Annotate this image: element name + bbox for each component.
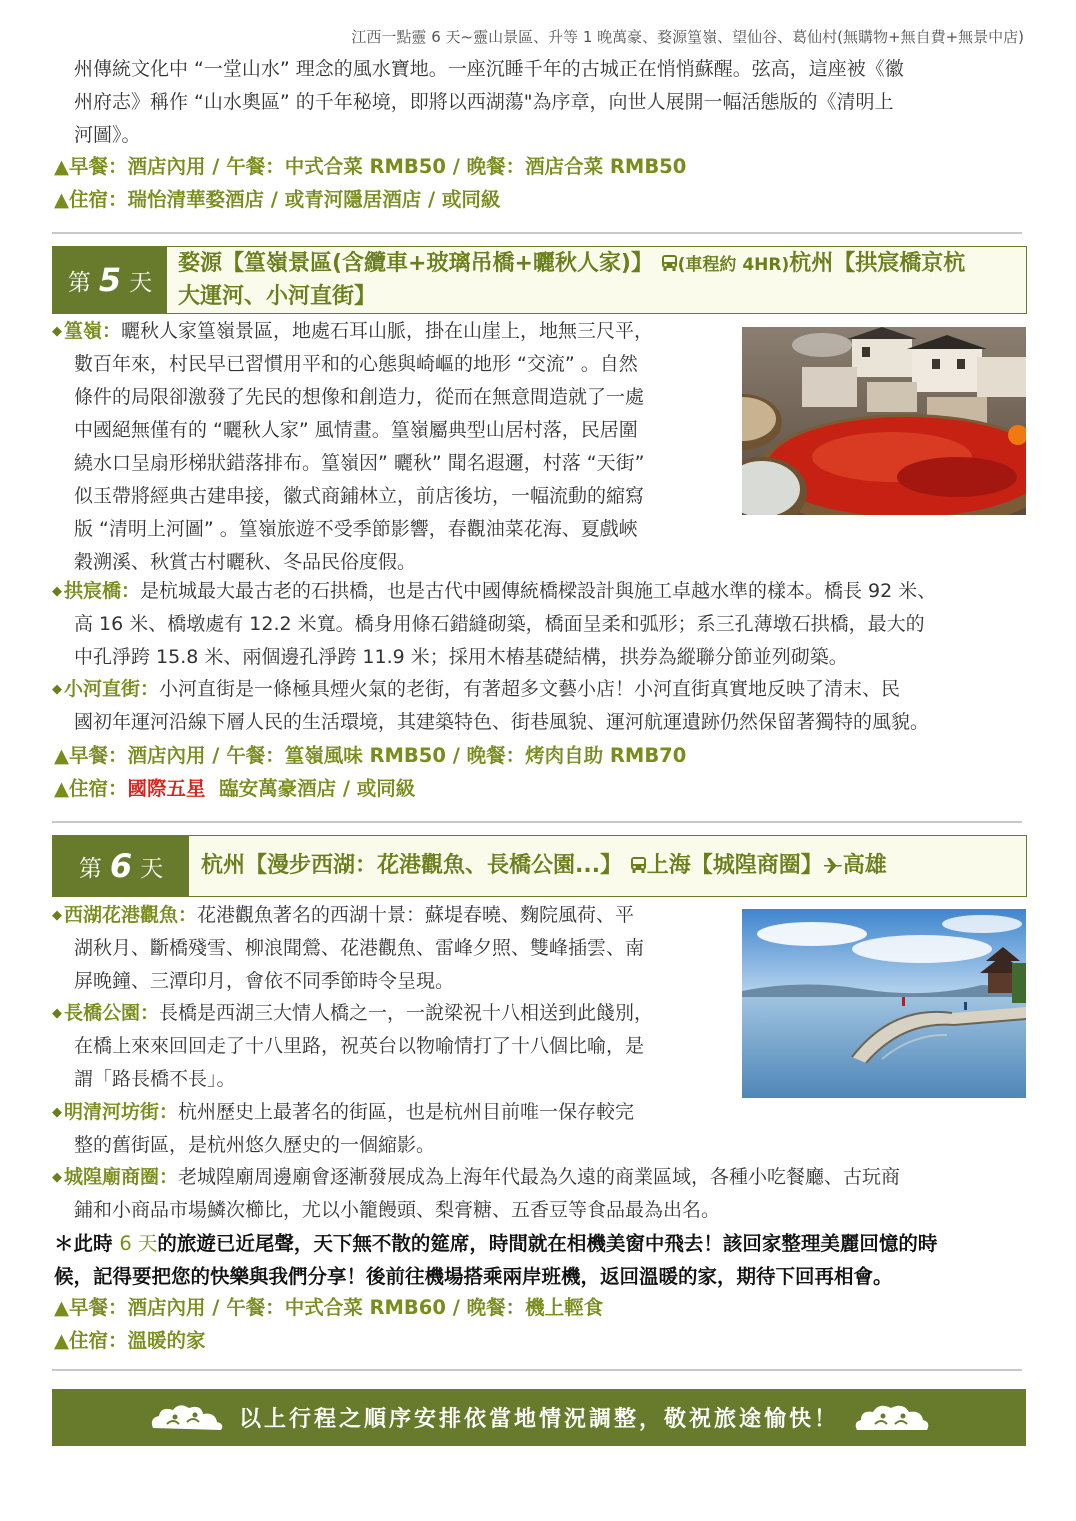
item-continuation: 湖秋月、斷橋殘雪、柳浪聞鶯、花港觀魚、雷峰夕照、雙峰插雲、南 屏晚鐘、三潭印月，會依不同季節時令呈現。 xyxy=(74,937,645,992)
list-item: ◆ 城隍廟商圈：老城隍廟周邊廟會逐漸發展成為上海年代最為久遠的商業區域，各種小吃餐廳、古玩商 xyxy=(64,1161,1030,1194)
west-lake-photo xyxy=(742,909,1026,1098)
plane-icon xyxy=(823,856,843,874)
divider xyxy=(52,821,1022,823)
footer-banner xyxy=(52,1389,1026,1446)
day-number: 6 xyxy=(109,847,133,885)
item-continuation: 整的舊街區，是杭州悠久歷史的一個縮影。 xyxy=(74,1134,436,1156)
diamond-bullet-icon: ◆ xyxy=(52,1006,62,1021)
auspicious-cloud-icon xyxy=(851,1400,931,1436)
item-continuation: 高 16 米、橋墩處有 12.2 米寬。橋身用條石錯縫砌築，橋面呈柔和弧形；系三孔薄墩石拱橋，最大的 中孔淨跨 15.8 米、兩個邊孔淨跨 11.9 米；採用木樁基礎結構，拱券為縱聯分節並列砌築。 xyxy=(74,613,925,668)
bus-icon xyxy=(661,254,678,272)
diamond-bullet-icon: ◆ xyxy=(52,584,62,599)
day4-hotel: ▲住宿：瑞怡清華婺酒店 / 或青河隱居酒店 / 或同級 xyxy=(54,188,501,211)
diamond-bullet-icon: ◆ xyxy=(52,1105,62,1120)
day5-hotel: ▲住宿：國際五星 臨安萬豪酒店 / 或同級 xyxy=(54,777,416,800)
diamond-bullet-icon: ◆ xyxy=(52,1170,62,1185)
hotel-rating: 國際五星 xyxy=(127,777,206,800)
chili-drying-photo xyxy=(742,327,1026,515)
day5-title: 婺源【篁嶺景區(含纜車+玻璃吊橋+曬秋人家)】 (車程約 4HR)杭州【拱宸橋京杭 大運河、小河直街】 xyxy=(178,251,966,309)
item-continuation: 鋪和小商品市場鱗次櫛比，尤以小籠饅頭、梨膏糖、五香豆等食品最為出名。 xyxy=(74,1199,721,1221)
list-item: ◆ 拱宸橋：是杭城最大最古老的石拱橋，也是古代中國傳統橋樑設計與施工卓越水準的樣本。橋長 92 米、 xyxy=(64,575,1030,608)
bus-icon xyxy=(630,856,647,874)
day5-meals: ▲早餐：酒店內用 / 午餐：篁嶺風味 RMB50 / 晚餐：烤肉自助 RMB70 xyxy=(54,744,687,767)
day-number: 5 xyxy=(98,261,122,299)
day6-label: 第 6 天 xyxy=(53,836,189,896)
list-item: ◆ 篁嶺：曬秋人家篁嶺景區，地處石耳山脈，掛在山崖上，地無三尺平， xyxy=(64,315,728,348)
day6-title: 杭州【漫步西湖：花港觀魚、長橋公園...】 上海【城隍商圈】 高雄 xyxy=(201,853,887,878)
day4-paragraph xyxy=(74,53,1026,152)
list-item: ◆ 西湖花港觀魚：花港觀魚著名的西湖十景：蘇堤春曉、麴院風荷、平 xyxy=(64,899,728,932)
auspicious-cloud-icon xyxy=(147,1400,227,1436)
divider xyxy=(52,1369,1022,1371)
day6-photo xyxy=(742,909,1026,1098)
diamond-bullet-icon: ◆ xyxy=(52,324,62,339)
divider xyxy=(52,232,1022,234)
diamond-bullet-icon: ◆ xyxy=(52,908,62,923)
day6-meals: ▲早餐：酒店內用 / 午餐：中式合菜 RMB60 / 晚餐：機上輕食 xyxy=(54,1296,604,1319)
text-line: 河圖》。 xyxy=(74,124,141,146)
diamond-bullet-icon: ◆ xyxy=(52,682,62,697)
day5-label: 第 5 天 xyxy=(53,247,167,313)
list-item: ◆ 小河直街：小河直街是一條極具煙火氣的老街，有著超多文藝小店！小河直街真實地反映了清末、民 xyxy=(64,673,1030,706)
item-continuation: 在橋上來來回回走了十八里路，祝英台以物喻情打了十八個比喻，是 謂「路長橋不長」。 xyxy=(74,1035,645,1090)
item-continuation: 數百年來，村民早已習慣用平和的心態與崎嶇的地形 “交流” 。自然 條件的局限卻激發了先民的想像和創造力，從而在無意間造就了一處 中國絕無僅有的 “曬秋人家” 風情畫。篁嶺屬典型山居村落，民居圍 繞水口呈扇形梯狀錯落排布。篁嶺因” 曬秋” 聞名遐邇，村落 “天街” 似玉帶將經典古建串接，徽式商鋪林立，前店後坊，一幅流動的縮寫 版 “清明上河圖” 。篁嶺旅遊不受季節影響，春觀油菜花海、夏戲峽 穀溯溪、秋賞古村曬秋、冬品民俗度假。 xyxy=(74,353,645,573)
text-line: 州府志》稱作 “山水奧區” 的千年秘境，即將以西湖蕩"為序章，向世人展開一幅活態版的《清明上 xyxy=(74,91,894,113)
footer-text: 以上行程之順序安排依當地情況調整，敬祝旅途愉快！ xyxy=(238,1407,839,1432)
item-continuation: 國初年運河沿線下層人民的生活環境，其建築特色、街巷風貌、運河航運遺跡仍然保留著獨特的風貌。 xyxy=(74,711,930,733)
closing-note: ＊此時 6 天的旅遊已近尾聲，天下無不散的筵席，時間就在相機美窗中飛去！該回家整理美麗回憶的時 候，記得要把您的快樂與我們分享！後前往機場搭乘兩岸班機，返回溫暖的家，期待下回再相會。 xyxy=(54,1232,938,1288)
day5-header xyxy=(52,246,1027,314)
running-header: 江西一點靈 6 天~靈山景區、升等 1 晚萬豪、婺源篁嶺、望仙谷、葛仙村(無購物+無自費+無景中店) xyxy=(351,28,1024,46)
list-item: ◆ 長橋公園：長橋是西湖三大情人橋之一，一說梁祝十八相送到此餞別， xyxy=(64,997,728,1030)
day5-photo xyxy=(742,327,1026,515)
text-line: 州傳統文化中 “一堂山水” 理念的風水寶地。一座沉睡千年的古城正在悄悄蘇醒。弦高，這座被《徽 xyxy=(74,58,904,80)
day4-meals: ▲早餐：酒店內用 / 午餐：中式合菜 RMB50 / 晚餐：酒店合菜 RMB50 xyxy=(54,155,687,178)
day6-hotel: ▲住宿：溫暖的家 xyxy=(54,1329,206,1352)
list-item: ◆ 明清河坊街：杭州歷史上最著名的街區，也是杭州目前唯一保存較完 xyxy=(64,1096,728,1129)
day6-header xyxy=(52,835,1027,897)
